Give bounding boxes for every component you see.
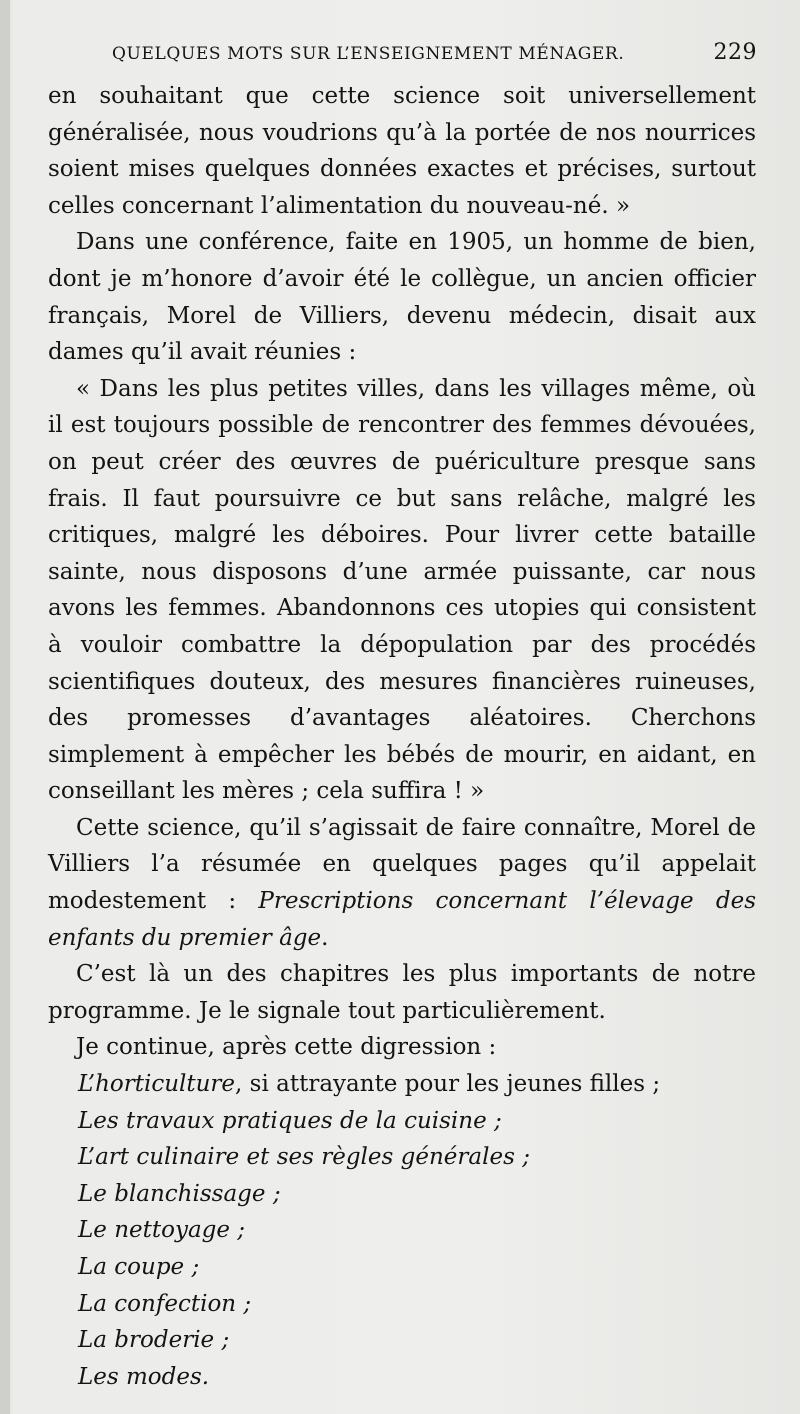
list-item	[48, 1176, 756, 1213]
list-item	[48, 1322, 756, 1359]
list-item-title: Les modes.	[78, 1363, 210, 1390]
list-item	[48, 1103, 756, 1140]
page-number: 229	[713, 40, 757, 65]
paragraph-text: .	[321, 924, 329, 951]
body-text	[48, 78, 756, 1395]
list-item-title: La coupe ;	[78, 1254, 200, 1280]
running-title: QUELQUES MOTS SUR L’ENSEIGNEMENT MÉNAGER.	[112, 44, 625, 64]
page-gutter-shadow	[0, 0, 10, 1414]
list-item	[48, 1066, 756, 1103]
list-item-title: L’horticulture	[78, 1071, 236, 1098]
paragraph: Je continue, après cette digression :	[76, 1034, 497, 1061]
list-item	[48, 1212, 756, 1249]
running-header	[112, 40, 757, 65]
program-list	[48, 1066, 756, 1395]
paragraph-text: Cette science, qu’il s’agissait de faire connaître, Morel de Villiers l’a résumée en quelques pages qu’il appelait modestement :	[48, 814, 756, 915]
list-item-title: La broderie ;	[78, 1327, 230, 1354]
paragraph: Dans une conférence, faite en 1905, un homme de bien, dont je m’honore d’avoir été le collègue, un ancien officier français, Morel de Villiers, devenu médecin, disait aux dames qu’il avait réunies :	[48, 229, 756, 366]
list-item-title: La confection ;	[78, 1290, 252, 1317]
list-item-title: Le blanchissage ;	[78, 1180, 281, 1207]
paragraph	[48, 810, 756, 956]
list-item-title: Les travaux pratiques de la cuisine ;	[78, 1107, 502, 1134]
list-item-title: L’art culinaire et ses règles générales ;	[78, 1144, 530, 1171]
paragraph: en souhaitant que cette science soit universellement généralisée, nous voudrions qu’à la portée de nos nourrices soient mises quelques données exactes et précises, surtout celles concernant l’alimentation du nouveau-né. »	[48, 83, 756, 219]
list-item-title: Le nettoyage ;	[78, 1217, 246, 1244]
paragraph: C’est là un des chapitres les plus importants de notre programme. Je le signale tout particulièrement.	[48, 961, 756, 1024]
quotation-paragraph: « Dans les plus petites villes, dans les villages même, où il est toujours possible de rencontrer des femmes dévouées, on peut créer des œuvres de puériculture presque sans frais. Il faut poursuivre ce but sans relâche, malgré les critiques, malgré les déboires. Pour livrer cette bataille sainte, nous disposons d’une armée puissante, car nous avons les femmes. Abandonnons ces utopies qui consistent à vouloir combattre la dépopulation par des procédés scientifiques douteux, des mesures financières ruineuses, des promesses d’avantages aléatoires. Cherchons simplement à empêcher les bébés de mourir, en aidant, en conseillant les mères ; cela suffira ! »	[48, 375, 756, 805]
list-item-rest: , si attrayante pour les jeunes filles ;	[235, 1071, 661, 1098]
book-title: Prescriptions concernant l’élevage des enfants du premier âge	[48, 888, 757, 951]
list-item	[48, 1359, 756, 1396]
list-item	[48, 1286, 756, 1323]
list-item	[48, 1249, 756, 1286]
list-item	[48, 1139, 756, 1176]
